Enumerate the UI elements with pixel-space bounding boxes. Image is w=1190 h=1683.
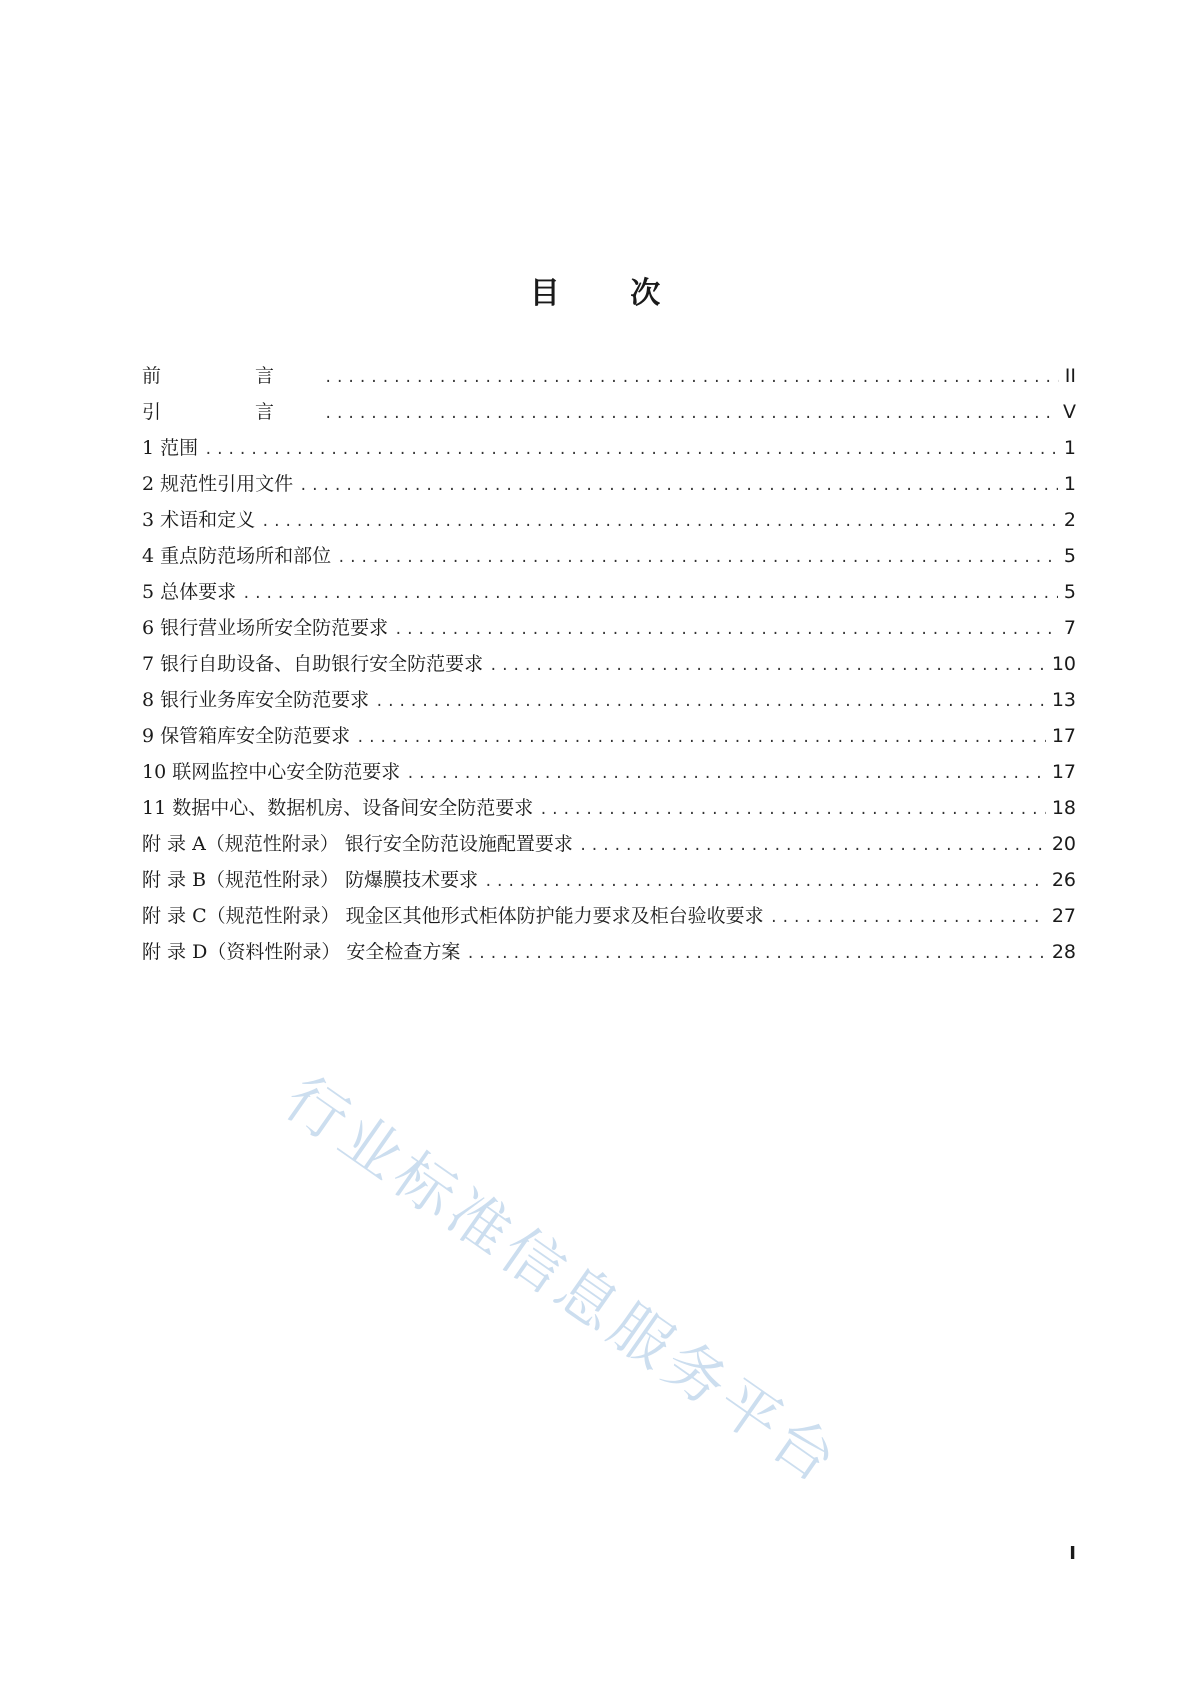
toc-entry-page: 5	[1063, 545, 1076, 567]
toc-entry[interactable]	[142, 466, 1076, 502]
toc-entry[interactable]	[142, 682, 1076, 718]
toc-entry-page: II	[1064, 365, 1076, 387]
toc-entry-page: 1	[1063, 437, 1076, 459]
toc-entry-label: 引 言	[142, 401, 319, 423]
toc-dot-leader	[539, 792, 1046, 828]
toc-entry-page: 7	[1063, 617, 1076, 639]
toc-dot-leader	[770, 900, 1046, 936]
toc-entry-page: 5	[1063, 581, 1076, 603]
toc-dot-leader	[324, 360, 1059, 396]
toc-dot-leader	[242, 576, 1058, 612]
toc-dot-leader	[489, 648, 1046, 684]
toc-dot-leader	[299, 468, 1058, 504]
toc-entry[interactable]	[142, 862, 1076, 898]
toc-entry[interactable]	[142, 754, 1076, 790]
toc-dot-leader	[406, 756, 1046, 792]
toc-entry-label: 附 录 C（规范性附录） 现金区其他形式柜体防护能力要求及柜台验收要求	[142, 905, 764, 927]
watermark: 行业标准信息服务平台	[272, 1063, 853, 1500]
toc-entry[interactable]	[142, 574, 1076, 610]
toc-entry-label: 7 银行自助设备、自助银行安全防范要求	[142, 653, 484, 675]
toc-entry[interactable]	[142, 718, 1076, 754]
toc-entry-label: 9 保管箱库安全防范要求	[142, 725, 351, 747]
toc-entry-label: 附 录 D（资料性附录） 安全检查方案	[142, 941, 461, 963]
toc-entry-page: 20	[1051, 833, 1076, 855]
toc-dot-leader	[204, 432, 1058, 468]
toc-entry-label: 附 录 B（规范性附录） 防爆膜技术要求	[142, 869, 479, 891]
toc-entry-page: 1	[1063, 473, 1076, 495]
toc-entry[interactable]	[142, 934, 1076, 970]
toc-entry-page: 26	[1051, 869, 1076, 891]
toc-entry-label: 6 银行营业场所安全防范要求	[142, 617, 389, 639]
toc-dot-leader	[466, 936, 1045, 972]
toc-entry[interactable]	[142, 358, 1076, 394]
toc-entry-page: 28	[1051, 941, 1076, 963]
toc-entry-page: 10	[1051, 653, 1076, 675]
toc-entry-page: 17	[1051, 725, 1076, 747]
toc-dot-leader	[579, 828, 1046, 864]
toc-dot-leader	[337, 540, 1058, 576]
toc-dot-leader	[375, 684, 1046, 720]
toc-entry-page: 17	[1051, 761, 1076, 783]
toc-dot-leader	[356, 720, 1046, 756]
toc-entry[interactable]	[142, 826, 1076, 862]
toc-entry[interactable]	[142, 790, 1076, 826]
toc-dot-leader	[484, 864, 1046, 900]
toc-entry[interactable]	[142, 538, 1076, 574]
toc-entry-page: 18	[1051, 797, 1076, 819]
toc-entry-label: 11 数据中心、数据机房、设备间安全防范要求	[142, 797, 534, 819]
toc-entry-label: 5 总体要求	[142, 581, 237, 603]
toc-entry-page: V	[1063, 401, 1076, 423]
toc-dot-leader	[394, 612, 1058, 648]
toc-entry-label: 3 术语和定义	[142, 509, 256, 531]
table-of-contents	[142, 358, 1076, 970]
toc-entry[interactable]	[142, 646, 1076, 682]
toc-entry-label: 2 规范性引用文件	[142, 473, 294, 495]
toc-entry[interactable]	[142, 898, 1076, 934]
toc-entry-page: 2	[1063, 509, 1076, 531]
toc-entry-label: 10 联网监控中心安全防范要求	[142, 761, 401, 783]
toc-entry[interactable]	[142, 430, 1076, 466]
toc-entry-label: 8 银行业务库安全防范要求	[142, 689, 370, 711]
toc-entry-page: 27	[1051, 905, 1076, 927]
toc-entry-label: 1 范围	[142, 437, 199, 459]
page-title: 目 次	[529, 276, 691, 311]
toc-entry[interactable]	[142, 394, 1076, 430]
toc-entry-page: 13	[1051, 689, 1076, 711]
toc-entry-label: 4 重点防范场所和部位	[142, 545, 332, 567]
toc-dot-leader	[261, 504, 1058, 540]
toc-entry-label: 前 言	[142, 365, 319, 387]
toc-entry[interactable]	[142, 502, 1076, 538]
page-number: I	[1069, 1543, 1076, 1564]
toc-entry[interactable]	[142, 610, 1076, 646]
toc-dot-leader	[324, 396, 1057, 432]
toc-entry-label: 附 录 A（规范性附录） 银行安全防范设施配置要求	[142, 833, 573, 855]
